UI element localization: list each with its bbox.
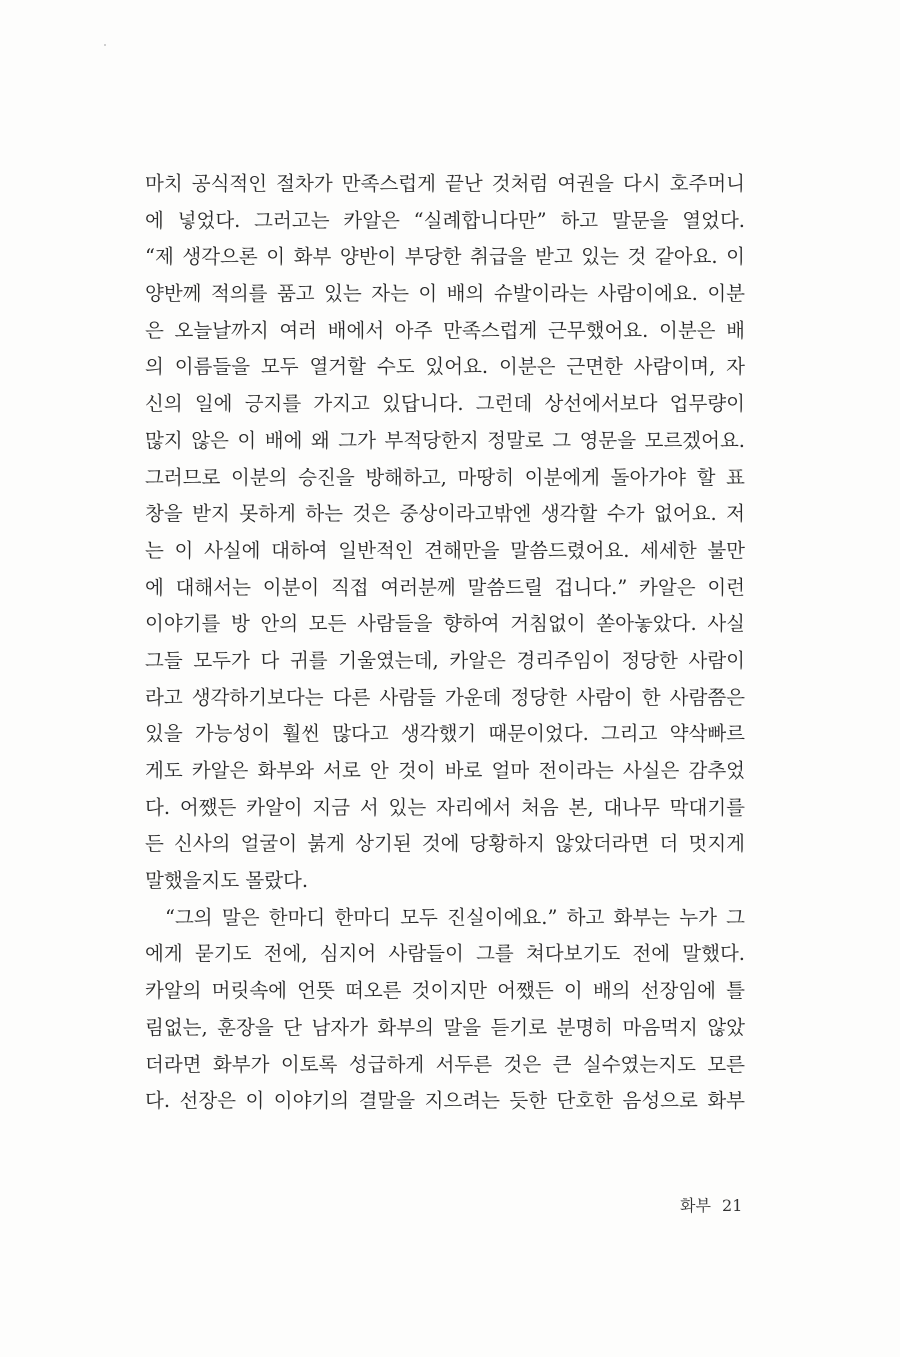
scan-dust-mark (104, 44, 106, 46)
text-line: 다. 선장은 이 이야기의 결말을 지으려는 듯한 단호한 음성으로 화부 (145, 1089, 745, 1113)
text-line: 카알의 머릿속에 언뜻 떠오른 것이지만 어쨌든 이 배의 선장임에 틀 (145, 979, 745, 1003)
text-line: 창을 받지 못하게 하는 것은 중상이라고밖엔 생각할 수가 없어요. 저 (145, 502, 745, 526)
text-line: 더라면 화부가 이토록 성급하게 서두른 것은 큰 실수였는지도 모른 (145, 1052, 745, 1076)
text-line: 그들 모두가 다 귀를 기울였는데, 카알은 경리주임이 정당한 사람이 (145, 648, 745, 672)
text-line: 에 대해서는 이분이 직접 여러분께 말씀드릴 겁니다.” 카알은 이런 (145, 575, 745, 599)
text-line: 라고 생각하기보다는 다른 사람들 가운데 정당한 사람이 한 사람쯤은 (145, 685, 745, 709)
running-title: 화부 (680, 1196, 711, 1215)
text-line: 게도 카알은 화부와 서로 안 것이 바로 얼마 전이라는 사실은 감추었 (145, 759, 745, 782)
text-line: 이야기를 방 안의 모든 사람들을 향하여 거침없이 쏟아놓았다. 사실 (145, 612, 745, 636)
paragraph-start-line: “그의 말은 한마디 한마디 모두 진실이에요.” 하고 화부는 누가 그 (165, 905, 745, 929)
text-line: 에 넣었다. 그러고는 카알은 “실례합니다만” 하고 말문을 열었다. (145, 208, 745, 232)
text-line: 은 오늘날까지 여러 배에서 아주 만족스럽게 근무했어요. 이분은 배 (145, 318, 745, 342)
text-line: 신의 일에 긍지를 가지고 있답니다. 그런데 상선에서보다 업무량이 (145, 392, 745, 416)
paragraph-end-line: 말했을지도 몰랐다. (145, 869, 309, 893)
text-line: 그러므로 이분의 승진을 방해하고, 마땅히 이분에게 돌아가야 할 표 (145, 465, 745, 489)
text-line: 있을 가능성이 훨씬 많다고 생각했기 때문이었다. 그리고 약삭빠르 (145, 722, 745, 746)
text-line: 는 이 사실에 대하여 일반적인 견해만을 말씀드렸어요. 세세한 불만 (145, 538, 745, 562)
text-line: 다. 어쨌든 카알이 지금 서 있는 자리에서 처음 본, 대나무 막대기를 (145, 795, 745, 819)
text-line: 많지 않은 이 배에 왜 그가 부적당한지 정말로 그 영문을 모르겠어요. (145, 428, 745, 452)
text-line: 양반께 적의를 품고 있는 자는 이 배의 슈발이라는 사람이에요. 이분 (145, 282, 745, 306)
text-line: 마치 공식적인 절차가 만족스럽게 끝난 것처럼 여권을 다시 호주머니 (145, 172, 745, 195)
text-line: 든 신사의 얼굴이 붉게 상기된 것에 당황하지 않았더라면 더 멋지게 (145, 832, 745, 856)
text-line: 에게 묻기도 전에, 심지어 사람들이 그를 쳐다보기도 전에 말했다. (145, 942, 745, 966)
body-text (145, 166, 745, 1120)
page-footer (680, 1193, 742, 1216)
page-number: 21 (722, 1196, 743, 1215)
text-line: 의 이름들을 모두 열거할 수도 있어요. 이분은 근면한 사람이며, 자 (145, 355, 745, 379)
text-line: 림없는, 훈장을 단 남자가 화부의 말을 듣기로 분명히 마음먹지 않았 (145, 1015, 745, 1039)
text-line: “제 생각으론 이 화부 양반이 부당한 취급을 받고 있는 것 같아요. 이 (145, 245, 745, 269)
